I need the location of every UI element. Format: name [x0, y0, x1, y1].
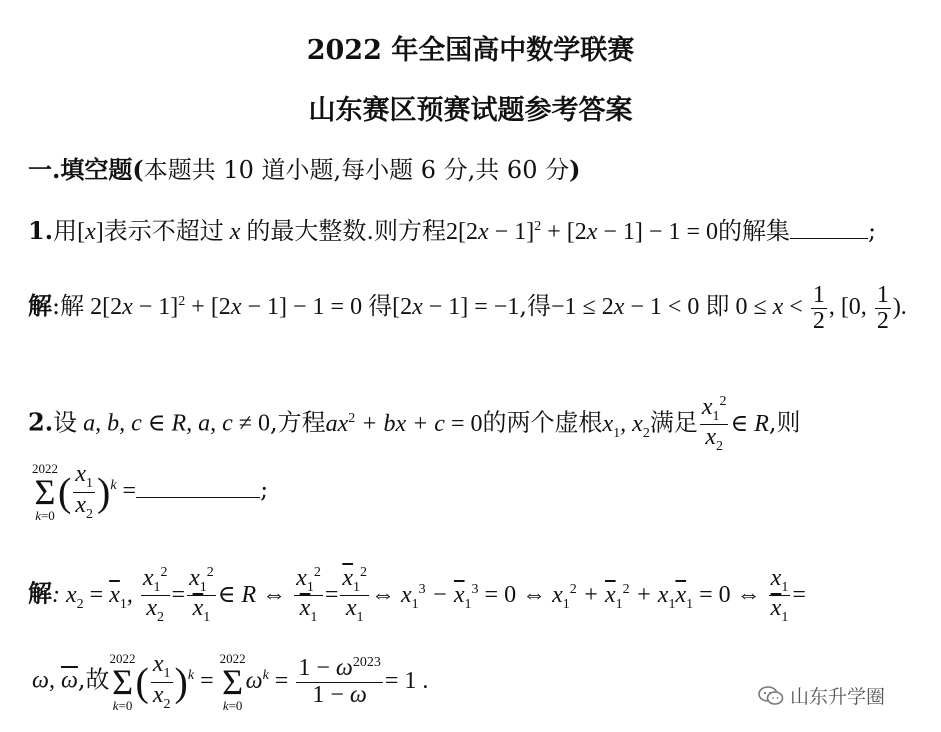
s2-math: ω, $\overline{\omega}$	[32, 667, 78, 694]
section-label: 一.填空题(	[28, 155, 144, 184]
s2-math: : $x_2 = \overline{x}_1$, $\frac{x_1^2}{x_2}$ = $\frac{x_1^2}{\overline{x}_1}$ ∈ R ⇔ $\frac{x_1^2}{\overline{x}_1}$ = $\frac{\overline{x}_1^2}{x_1}$ ⇔ $x_1^3 - \overline{x}_1^3 = 0$ ⇔ $x_1^2 + \overline{x}_1^2 + x_1\overline{x}_1 = 0$ ⇔ $\frac{x_1}{\overline{x}_1}$ =	[52, 565, 806, 626]
q1-math: x	[223, 219, 247, 245]
q1-math: [x]	[77, 219, 104, 245]
q1-text: ;	[868, 217, 877, 245]
section-heading	[28, 155, 581, 184]
solution-1	[28, 283, 907, 334]
s1-text: :解	[52, 292, 85, 321]
title-line-2: 山东赛区预赛试题参考答案	[308, 95, 633, 126]
q1-text: 的解集	[718, 217, 790, 245]
q1-text: 的最大整数.则方程	[246, 217, 447, 245]
solution-label: 解	[28, 291, 52, 321]
question-number: 1.	[28, 216, 54, 245]
q2-text: ,则	[768, 408, 801, 437]
wechat-icon	[758, 686, 784, 706]
s1-math: −1 ≤ 2x − 1 < 0	[550, 294, 706, 321]
s1-text: 得	[368, 292, 393, 321]
q1-equation: $2[2x - 1]^2 + [2x - 1] - 1 = 0$	[446, 219, 718, 245]
title-line-1: 2022 年全国高中数学联赛	[306, 35, 635, 66]
q2-text: ;	[260, 475, 269, 504]
q2-math: a, b, c ∈ R, a, c ≠ 0	[77, 410, 270, 437]
s1-math: 0 ≤ x < $\frac{1}{2}$ , [0, $\frac{1}{2}$ ).	[729, 282, 907, 335]
answer-blank[interactable]	[790, 218, 868, 239]
solution-2-cont	[32, 652, 428, 712]
question-2-sum	[32, 462, 268, 522]
solution-2	[28, 566, 806, 626]
section-close: )	[569, 155, 581, 184]
watermark	[758, 682, 885, 709]
s1-text: ,得	[519, 292, 551, 321]
s1-text: 即	[705, 292, 730, 321]
q2-math: $x_1$, $x_2$	[602, 410, 650, 441]
q2-text: 的两个虚根	[482, 408, 603, 437]
question-number: 2.	[28, 407, 54, 437]
q1-text: 用	[53, 217, 78, 245]
q2-text: 满足	[649, 408, 698, 437]
q1-text: 表示不超过	[103, 217, 224, 245]
section-note: 本题共 10 道小题,每小题 6 分,共 60 分	[143, 156, 570, 184]
solution-label: 解	[28, 578, 52, 608]
question-1	[28, 218, 876, 244]
s1-math: $2[2x - 1]^2 + [2x - 1] - 1 = 0$	[84, 294, 369, 321]
q2-math: $\frac{x_1^2}{x_2}$ ∈ R	[701, 394, 769, 455]
q2-text: ,方程	[269, 408, 326, 437]
s2-math: 2022 Σ k=0( $\frac{x_1}{x_2}$ )$^k$ = 2022 Σ $k=0\omega^k$ = $\frac{1 - \omega^{2023}}{1 - \omega}$ = 1 .	[109, 651, 429, 714]
watermark-text: 山东升学圈	[790, 687, 886, 708]
q2-sum-expression: 2022 Σ k=0( $\frac{x_1}{x_2}$ )$^k$ =	[32, 461, 137, 524]
s1-math: [2x − 1] = −1	[392, 294, 520, 321]
s2-text: ,故	[77, 665, 110, 694]
question-2	[28, 395, 801, 455]
q2-text: 设	[53, 408, 78, 437]
answer-blank[interactable]	[136, 477, 260, 498]
q2-equation: $ax^2$ + bx + c = 0	[325, 410, 483, 437]
